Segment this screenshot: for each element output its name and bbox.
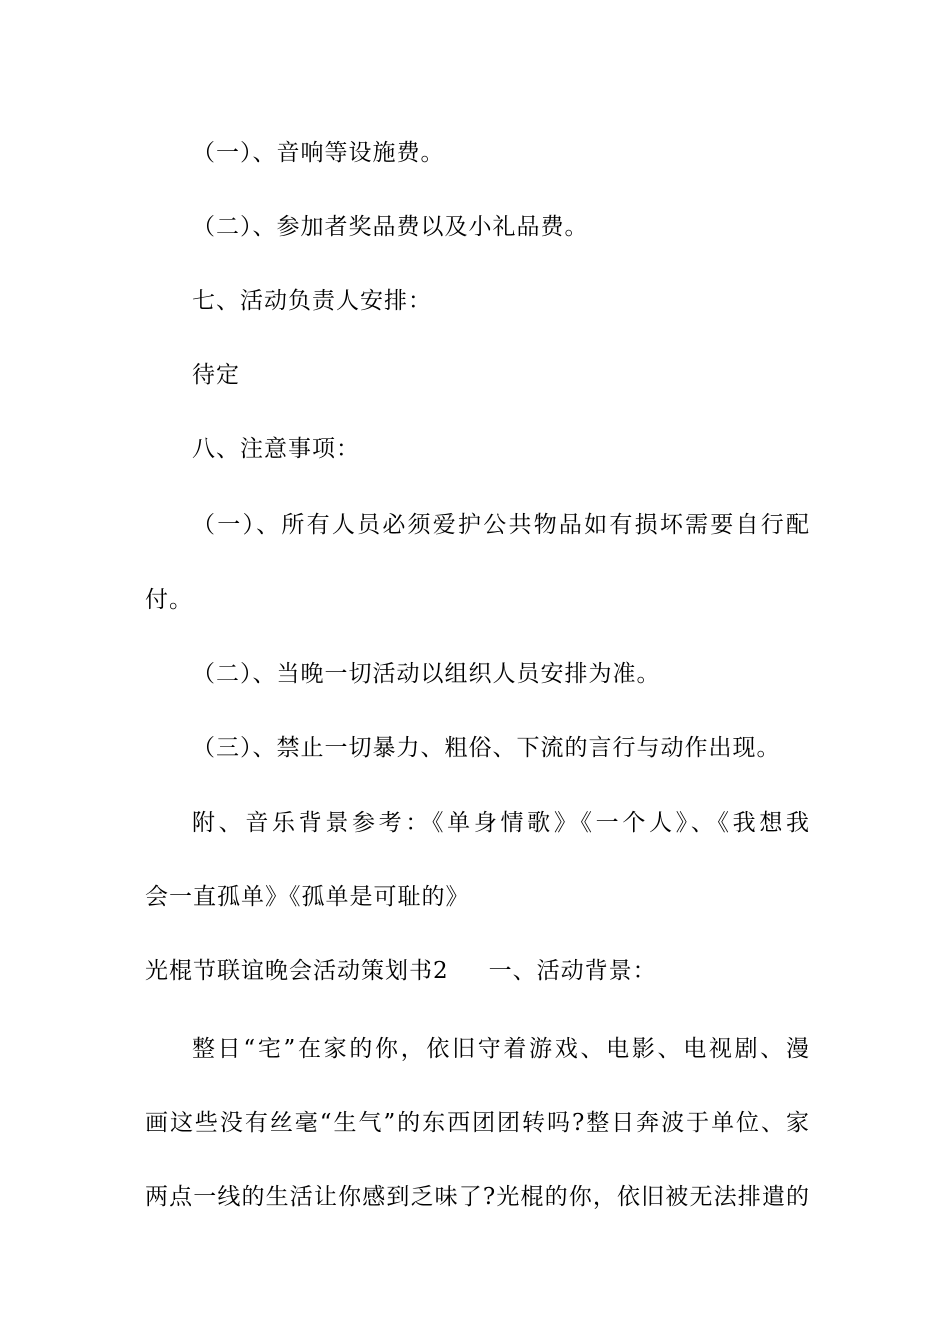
text-line: 附、音乐背景参考：《单身情歌》《一个人》、《我想我 [192, 810, 810, 836]
section-heading [145, 956, 810, 986]
section-title: 一、活动背景： [488, 958, 657, 984]
text-line: （二）、参加者奖品费以及小礼品费。 [192, 214, 589, 240]
text-line: （一）、音响等设施费。 [192, 140, 445, 166]
text-line: （二）、当晚一切活动以组织人员安排为准。 [192, 661, 661, 687]
text-line: （一）、所有人员必须爱护公共物品如有损坏需要自行配 [192, 512, 810, 538]
text-line: 两点一线的生活让你感到乏味了?光棍的你，依旧被无法排遣的 [145, 1184, 810, 1210]
text-line: 整日“宅”在家的你，依旧守着游戏、电影、电视剧、漫 [192, 1036, 810, 1062]
text-line: 画这些没有丝毫“生气”的东西团团转吗?整日奔波于单位、家 [145, 1110, 810, 1136]
text-line: 七、活动负责人安排： [192, 288, 432, 314]
text-line: （三）、禁止一切暴力、粗俗、下流的言行与动作出现。 [192, 735, 781, 761]
text-line: 付。 [145, 587, 193, 613]
text-line: 待定 [192, 362, 240, 388]
text-line: 会一直孤单》《孤单是可耻的》 [145, 884, 470, 910]
text-line: 八、注意事项： [192, 436, 360, 462]
document-title: 光棍节联谊晚会活动策划书2 [145, 958, 449, 984]
